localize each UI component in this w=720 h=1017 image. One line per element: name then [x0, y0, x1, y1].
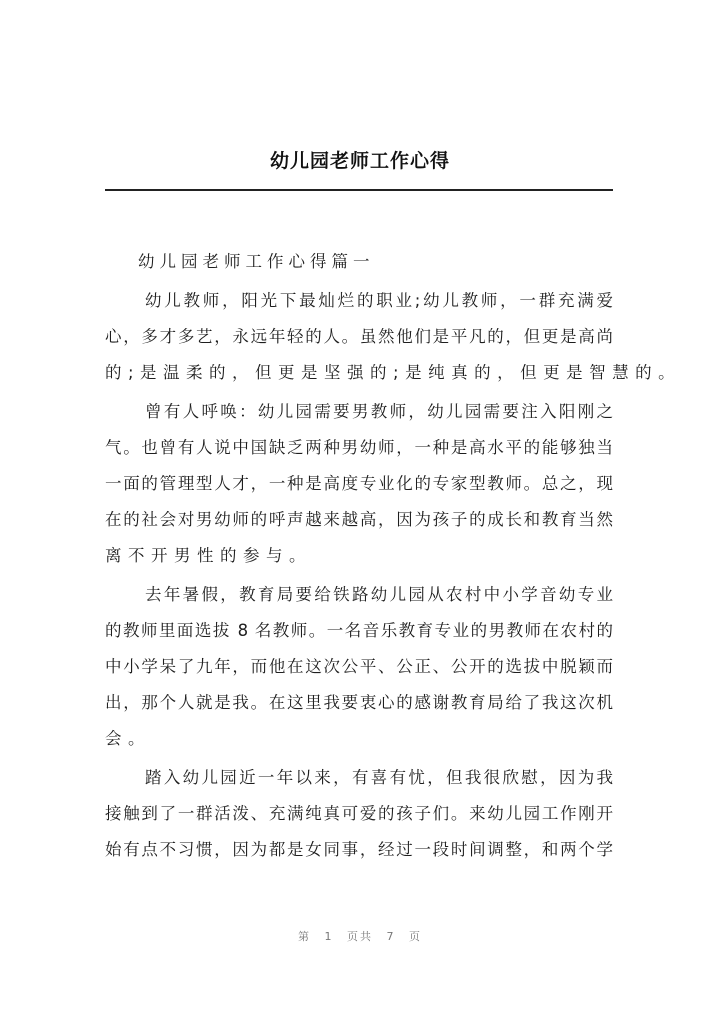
paragraph-line: 在的社会对男幼师的呼声越来越高，因为孩子的成长和教育当然 [105, 510, 613, 529]
paragraph-line: 离不开男性的参与。 [105, 546, 312, 565]
paragraph [105, 394, 613, 574]
document-body [105, 244, 682, 868]
paragraph-line: 出，那个人就是我。在这里我要衷心的感谢教育局给了我这次机 [105, 693, 613, 712]
document-title: 幼儿园老师工作心得 [269, 150, 450, 172]
paragraph-line: 幼儿教师，阳光下最灿烂的职业;幼儿教师，一群充满爱 [145, 291, 613, 310]
paragraph-line: 的;是温柔的，但更是坚强的;是纯真的，但更是智慧的。 [105, 363, 682, 382]
paragraph-line: 踏入幼儿园近一年以来，有喜有忧，但我很欣慰，因为我 [145, 768, 613, 787]
paragraph-line: 的教师里面选拔 8 名教师。一名音乐教育专业的男教师在农村的 [105, 621, 613, 640]
paragraph-line: 会。 [105, 729, 151, 748]
paragraph-line: 曾有人呼唤：幼儿园需要男教师，幼儿园需要注入阳刚之 [145, 402, 613, 421]
paragraph-line: 接触到了一群活泼、充满纯真可爱的孩子们。来幼儿园工作刚开 [105, 804, 613, 823]
paragraph-line: 气。也曾有人说中国缺乏两种男幼师，一种是高水平的能够独当 [105, 438, 613, 457]
paragraph-line: 去年暑假，教育局要给铁路幼儿园从农村中小学音幼专业 [145, 585, 613, 604]
paragraph [105, 760, 613, 868]
title-divider [105, 189, 613, 191]
paragraph-line: 中小学呆了九年，而他在这次公平、公正、公开的选拔中脱颖而 [105, 657, 613, 676]
paragraph-line: 始有点不习惯，因为都是女同事，经过一段时间调整，和两个学 [105, 840, 613, 859]
paragraph [105, 283, 682, 391]
paragraph [105, 577, 613, 757]
section-heading: 幼儿园老师工作心得篇一 [138, 252, 375, 271]
page-footer: 第 1 页共 7 页 [298, 930, 422, 943]
paragraph-line: 一面的管理型人才，一种是高度专业化的专家型教师。总之，现 [105, 474, 613, 493]
paragraph-line: 心，多才多艺，永远年轻的人。虽然他们是平凡的，但更是高尚 [105, 327, 613, 346]
